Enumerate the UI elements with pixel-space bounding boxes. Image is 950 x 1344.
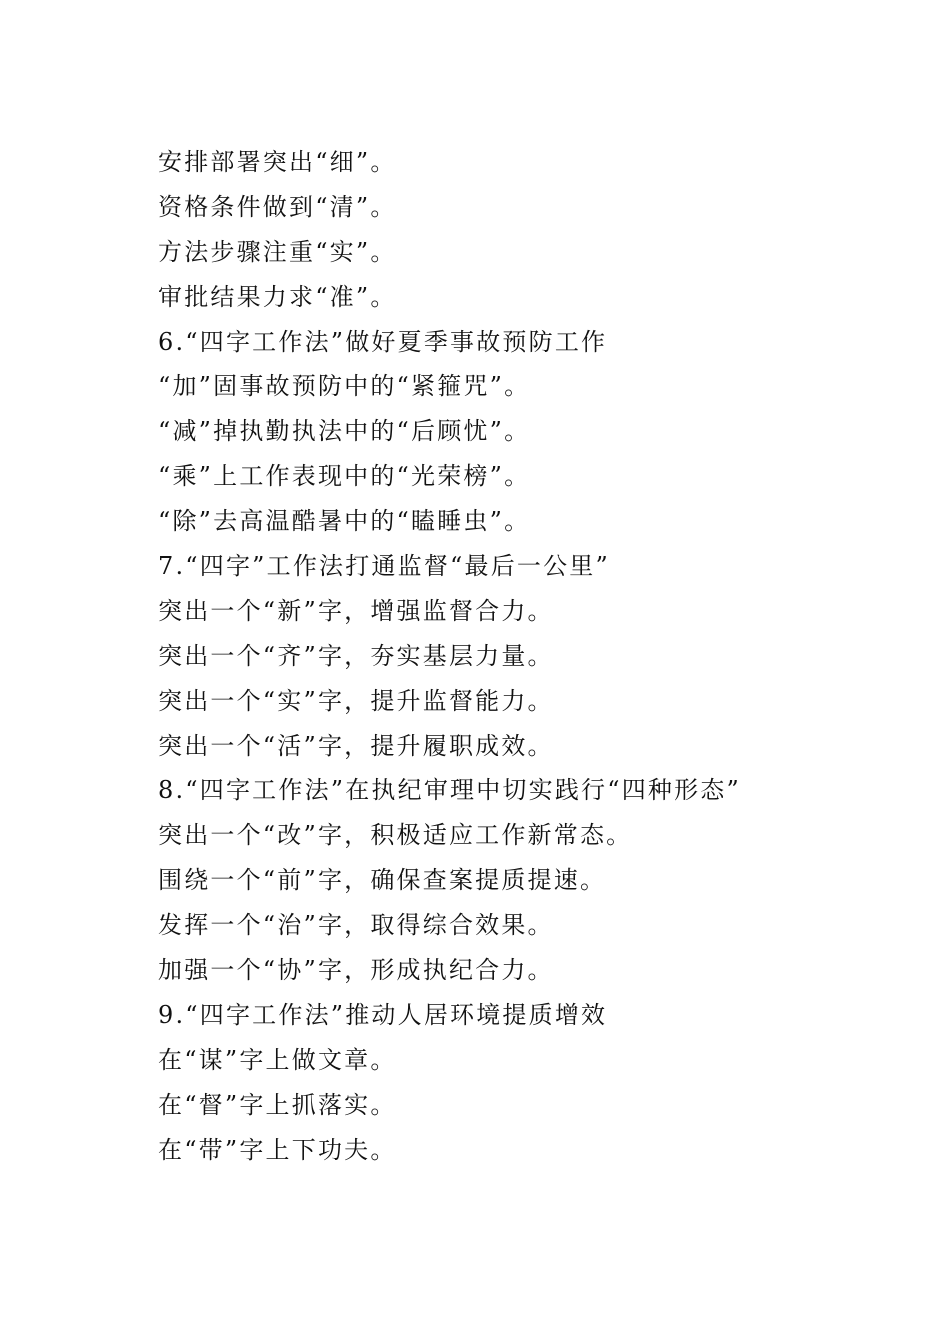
text-line: 审批结果力求“准”。 [158,282,397,311]
text-line: 发挥一个“治”字，取得综合效果。 [158,911,554,940]
text-line: “除”去高温酷暑中的“瞌睡虫”。 [158,507,531,536]
text-line: 突出一个“改”字，积极适应工作新常态。 [158,821,633,850]
text-line: “乘”上工作表现中的“光荣榜”。 [158,462,531,491]
text-line: 突出一个“实”字，提升监督能力。 [158,686,554,715]
text-line: 围绕一个“前”字，确保查案提质提速。 [158,866,607,895]
text-line: “减”掉执勤执法中的“后顾忧”。 [158,417,531,446]
section-heading: 7.“四字”工作法打通监督“最后一公里” [158,552,610,581]
text-line: 突出一个“新”字，增强监督合力。 [158,596,554,625]
section-heading: 8.“四字工作法”在执纪审理中切实践行“四种形态” [158,776,741,805]
text-line: 安排部署突出“细”。 [158,148,397,176]
text-line: 加强一个“协”字，形成执纪合力。 [158,956,554,985]
section-heading: 6.“四字工作法”做好夏季事故预防工作 [158,327,608,356]
section-heading: 9.“四字工作法”推动人居环境提质增效 [158,1000,608,1029]
text-line: 突出一个“活”字，提升履职成效。 [158,731,554,760]
text-line: 在“带”字上下功夫。 [158,1135,397,1164]
text-line: 突出一个“齐”字，夯实基层力量。 [158,641,554,670]
text-line: 方法步骤注重“实”。 [158,237,397,266]
text-line: 在“谋”字上做文章。 [158,1045,397,1074]
text-line: “加”固事故预防中的“紧箍咒”。 [158,372,531,401]
text-line: 在“督”字上抓落实。 [158,1090,397,1119]
document-body [158,140,878,1172]
text-line: 资格条件做到“清”。 [158,192,397,221]
